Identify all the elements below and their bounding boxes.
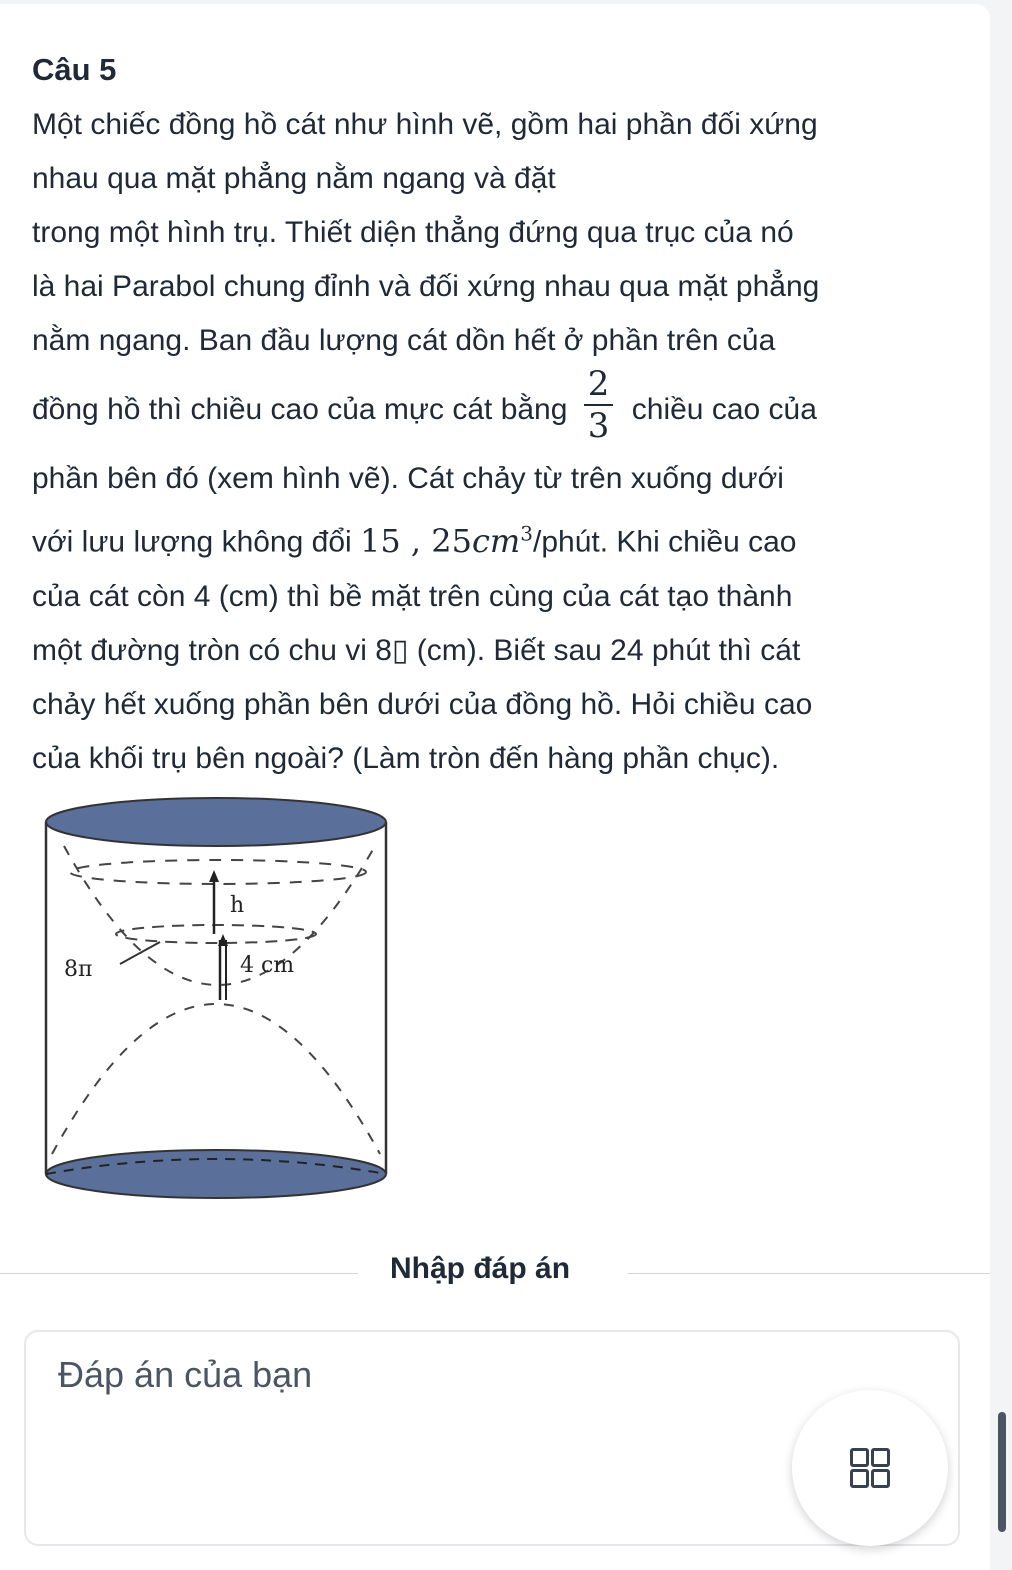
question-line: của cát còn 4 (cm) thì bề mặt trên cùng của cát tạo thành: [32, 579, 793, 613]
question-line: của khối trụ bên ngoài? (Làm tròn đến hàng phần chục).: [32, 741, 780, 775]
fraction-denominator: 3: [587, 406, 610, 446]
question-text: [32, 98, 962, 786]
question-line: Một chiếc đồng hồ cát như hình vẽ, gồm hai phần đối xứng: [32, 108, 818, 141]
question-line: là hai Parabol chung đỉnh và đối xứng nhau qua mặt phẳng: [32, 270, 820, 303]
hourglass-figure: [30, 794, 410, 1204]
grid-icon: [850, 1448, 890, 1488]
flow-unit: cm: [471, 521, 521, 560]
question-line: nằm ngang. Ban đầu lượng cát dồn hết ở phần trên của: [32, 324, 776, 357]
sand-level-ellipse: [116, 925, 316, 943]
question-line-part: /phút. Khi chiều cao: [532, 525, 797, 559]
label-4cm: 4 cm: [240, 953, 295, 978]
flow-rate: [360, 522, 533, 560]
top-ellipse: [46, 798, 386, 846]
question-line: nhau qua mặt phẳng nằm ngang và đặt: [32, 162, 556, 195]
question-card: [0, 4, 990, 1570]
label-h: h: [230, 893, 245, 918]
divider-right: [628, 1273, 990, 1274]
divider-left: [0, 1273, 358, 1274]
question-line-part: với lưu lượng không đổi: [32, 525, 352, 559]
question-line: chảy hết xuống phần bên dưới của đồng hồ. Hỏi chiều cao: [32, 687, 813, 721]
question-line-flow: [32, 506, 962, 570]
scrollbar[interactable]: [998, 1412, 1006, 1532]
fraction-numerator: 2: [584, 366, 614, 406]
answer-heading: Nhập đáp án: [390, 1252, 571, 1285]
fraction: [584, 366, 614, 444]
question-line: một đường tròn có chu vi 8▯ (cm). Biết sau 24 phút thì cát: [32, 633, 801, 667]
question-title: Câu 5: [32, 52, 117, 87]
question-line-part: đồng hồ thì chiều cao của mực cát bằng: [32, 392, 568, 426]
question-line: phần bên đó (xem hình vẽ). Cát chảy từ trên xuống dưới: [32, 462, 784, 495]
answer-placeholder: Đáp án của bạn: [58, 1354, 313, 1395]
flow-value: 15 , 25: [360, 521, 472, 560]
h-arrowhead: [209, 870, 219, 882]
question-line-fraction: [32, 364, 962, 450]
bottom-ellipse: [46, 1150, 386, 1198]
flow-exponent: 3: [520, 521, 533, 545]
label-8pi: 8π: [64, 957, 93, 982]
question-line-part: chiều cao của: [631, 392, 817, 426]
lower-parabola: [52, 1004, 380, 1154]
grid-menu-button[interactable]: [792, 1390, 948, 1546]
question-line: trong một hình trụ. Thiết diện thẳng đứng qua trục của nó: [32, 216, 794, 249]
